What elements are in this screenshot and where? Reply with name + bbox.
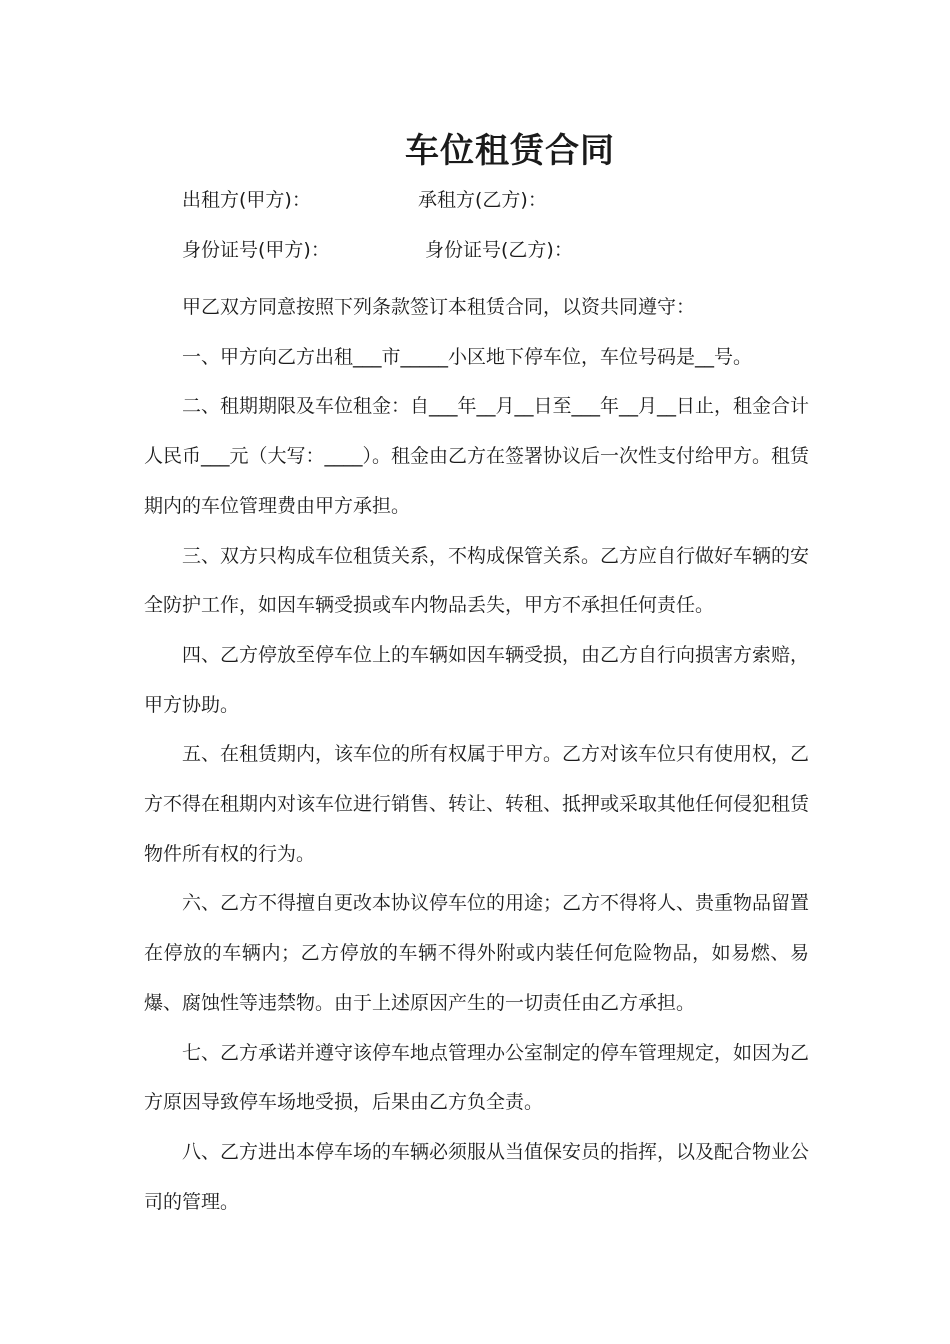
party-names-line	[182, 186, 547, 214]
lessor-label: 出租方(甲方)：	[182, 189, 311, 211]
contract-body	[144, 283, 809, 1227]
clause-7-paragraph: 七、乙方承诺并遵守该停车地点管理办公室制定的停车管理规定，如因为乙方原因导致停车场地受损，后果由乙方负全责。	[144, 1041, 810, 1114]
lessor-id-label: 身份证号(甲方)：	[182, 239, 330, 261]
lessee-label: 承租方(乙方)：	[418, 189, 547, 211]
clause-3-paragraph: 三、双方只构成车位租赁关系，不构成保管关系。乙方应自行做好车辆的安全防护工作，如因车辆受损或车内物品丢失，甲方不承担任何责任。	[144, 544, 810, 617]
clause-5-paragraph: 五、在租赁期内，该车位的所有权属于甲方。乙方对该车位只有使用权，乙方不得在租期内对该车位进行销售、转让、转租、抵押或采取其他任何侵犯租赁物件所有权的行为。	[144, 743, 810, 865]
clause-1-paragraph: 一、甲方向乙方出租___市_____小区地下停车位，车位号码是__号。	[182, 345, 753, 368]
document-title: 车位租赁合同	[405, 131, 615, 171]
clause-4-paragraph: 四、乙方停放至停车位上的车辆如因车辆受损，由乙方自行向损害方索赔，甲方协助。	[144, 643, 810, 716]
party-id-line	[182, 236, 573, 264]
lessee-id-label: 身份证号(乙方)：	[425, 239, 573, 261]
clause-2-paragraph: 二、租期期限及车位租金：自___年__月__日至___年__月__日止，租金合计人民币___元（大写：____）。租金由乙方在签署协议后一次性支付给甲方。租赁期内的车位管理费由甲方承担。	[144, 395, 810, 517]
clause-6-paragraph: 六、乙方不得擅自更改本协议停车位的用途；乙方不得将人、贵重物品留置在停放的车辆内；乙方停放的车辆不得外附或内装任何危险物品，如易燃、易爆、腐蚀性等违禁物。由于上述原因产生的一切责任由乙方承担。	[144, 892, 810, 1014]
clause-8-paragraph: 八、乙方进出本停车场的车辆必须服从当值保安员的指挥，以及配合物业公司的管理。	[144, 1140, 810, 1213]
preamble-paragraph: 甲乙双方同意按照下列条款签订本租赁合同，以资共同遵守：	[182, 296, 696, 318]
